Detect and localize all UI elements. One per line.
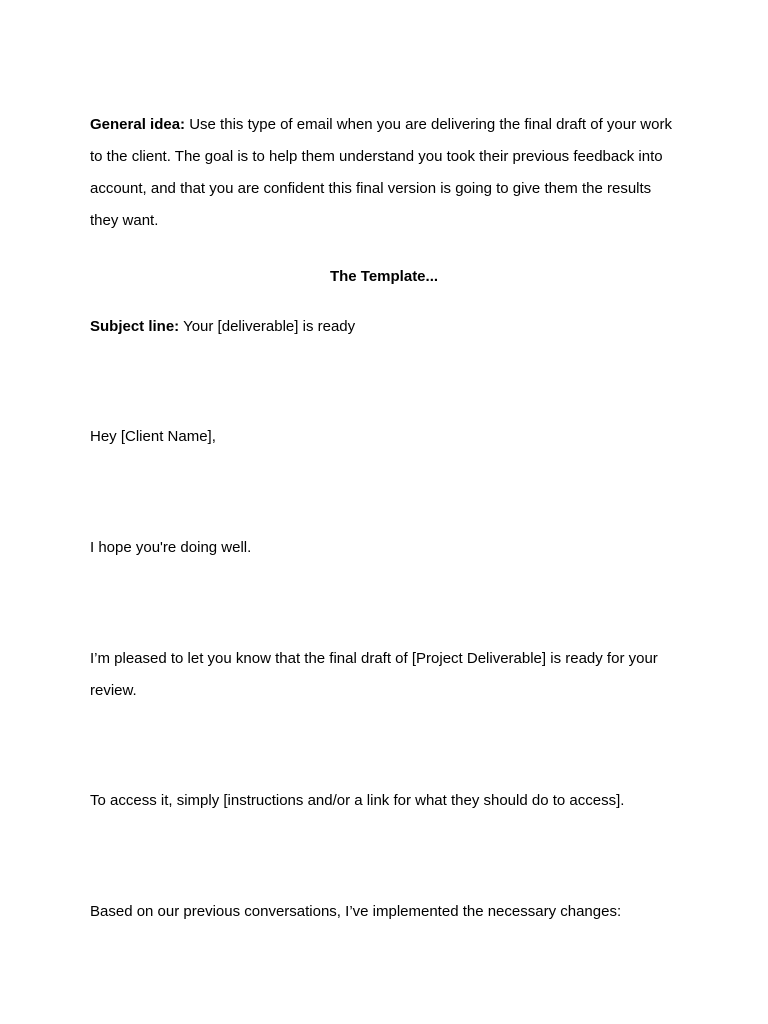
subject-line-label: Subject line: [90, 318, 180, 335]
general-idea-label: General idea: [90, 116, 186, 133]
general-idea-text: Use this type of email when you are delivering the final draft of your work to the client. The goal is to help them understand you took their previous feedback into account, and that you are confident this final version is going to give them the results they want. [90, 116, 672, 229]
email-greeting: Hey [Client Name], [90, 428, 216, 445]
email-line-changes: Based on our previous conversations, I’ve implemented the necessary changes: [90, 903, 622, 920]
email-line-access: To access it, simply [instructions and/or a link for what they should do to access]. [90, 792, 625, 809]
email-line-final-draft: I’m pleased to let you know that the final draft of [Project Deliverable] is ready for your review. [90, 650, 658, 699]
subject-line-text: Your [deliverable] is ready [179, 318, 356, 335]
email-line-wellbeing: I hope you're doing well. [90, 539, 252, 556]
general-idea-paragraph [90, 109, 682, 237]
template-heading: The Template... [329, 268, 439, 285]
subject-line-paragraph [90, 311, 682, 343]
